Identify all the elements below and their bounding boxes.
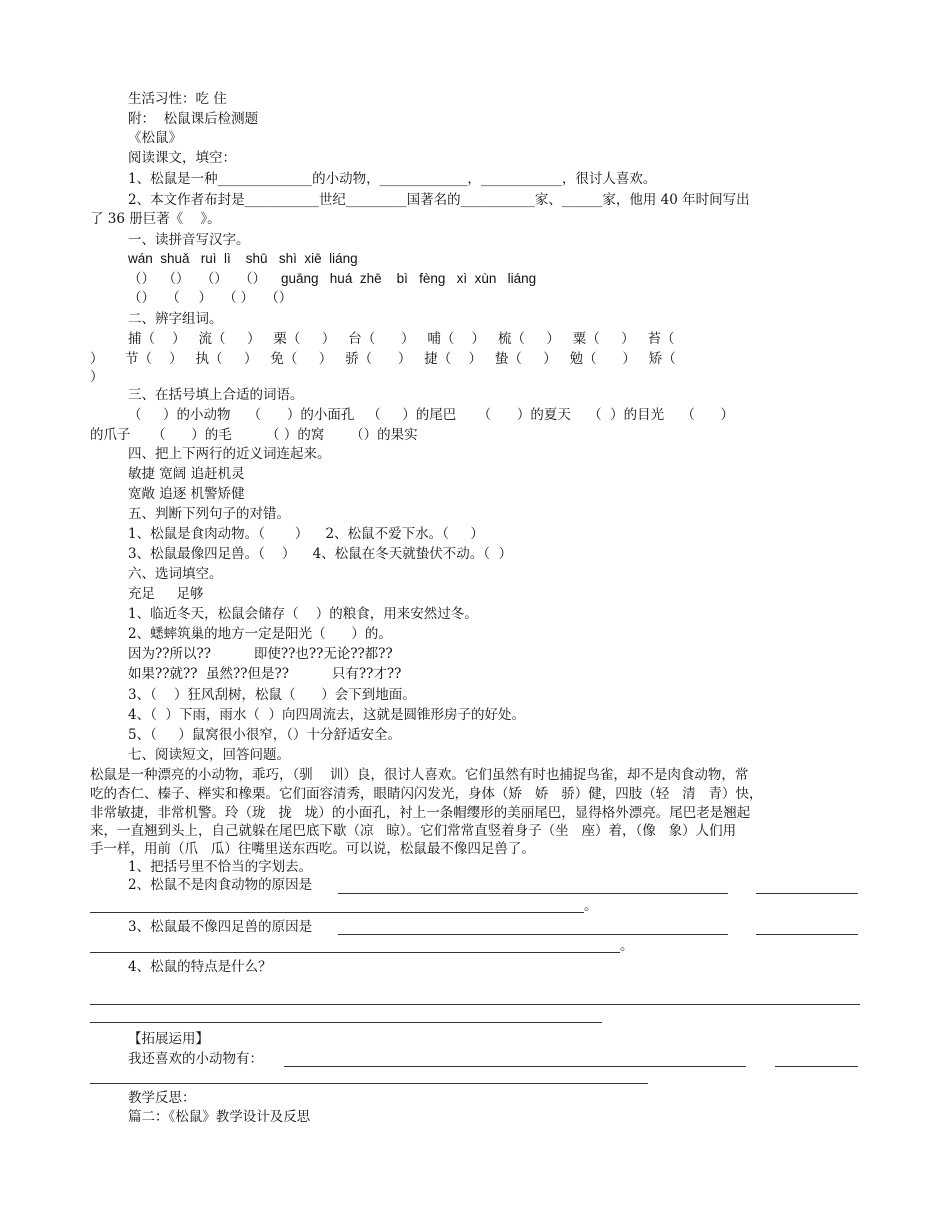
pinyin-row-3: （） （ ） （ ） （）	[128, 290, 293, 305]
reading-question-3: 3、松鼠最不像四足兽的原因是	[128, 919, 313, 935]
answer-line[interactable]	[756, 934, 858, 935]
section-4-heading: 四、把上下两行的近义词连起来。	[128, 446, 331, 462]
phrase-row-1: （ ）的小动物 （ ）的小面孔 （ ）的尾巴 （ ）的夏天 （ ）的目光 （ ）	[128, 407, 735, 423]
section-5-heading: 五、判断下列句子的对错。	[128, 506, 290, 522]
answer-line[interactable]	[284, 1066, 746, 1067]
passage-line-3: 非常敏捷，非常机警。玲（珑 拢 垅）的小面孔，衬上一条帽缨形的美丽尾巴，显得格外漂亮。尾巴老是翘起	[90, 805, 751, 821]
answer-line[interactable]	[338, 893, 728, 894]
answer-line[interactable]	[338, 934, 728, 935]
answer-line[interactable]	[90, 1083, 648, 1084]
section-1-heading: 一、读拼音写汉字。	[128, 232, 250, 248]
answer-line[interactable]	[90, 952, 620, 953]
fill-question-2: 2、本文作者布封是___________世纪_________国著名的___________家、______家，他用 40 年时间写出	[128, 192, 750, 208]
word-group-row-2: ） 节（ ） 执（ ） 免（ ） 骄（ ） 捷（ ） 蛰（ ） 勉（ ） 矫（	[90, 351, 676, 367]
period-mark: 。	[620, 938, 634, 954]
reading-question-2: 2、松鼠不是肉食动物的原因是	[128, 877, 313, 893]
extension-question: 我还喜欢的小动物有：	[128, 1051, 263, 1067]
extension-heading: 【拓展运用】	[128, 1031, 209, 1047]
word-choice-options: 充足 足够	[128, 586, 204, 602]
choice-sentence-3: 3、（ ）狂风刮树，松鼠（ ）会下到地面。	[128, 687, 416, 703]
section-2-heading: 二、辨字组词。	[128, 311, 223, 327]
pinyin-row-1: wán shuǎ ruì lì shū shì xiē liáng	[128, 251, 358, 266]
section-6-heading: 六、选词填空。	[128, 566, 223, 582]
next-article-title: 篇二：《松鼠》教学设计及反思	[128, 1109, 311, 1125]
reading-question-1: 1、把括号里不恰当的字划去。	[128, 859, 313, 875]
teaching-reflection-label: 教学反思：	[128, 1090, 196, 1106]
section-3-heading: 三、在括号填上合适的词语。	[128, 387, 304, 403]
synonym-row-2: 宽敞 追逐 机警矫健	[128, 486, 245, 502]
reading-question-4: 4、松鼠的特点是什么？	[128, 959, 272, 975]
answer-line[interactable]	[90, 912, 584, 913]
passage-line-5: 手一样，用前（爪 瓜）往嘴里送东西吃。可以说，松鼠最不像四足兽了。	[90, 841, 535, 857]
instruction-fill: 阅读课文，填空：	[128, 150, 236, 166]
conjunction-options-2: 如果??就?? 虽然??但是?? 只有??才??	[128, 666, 402, 682]
choice-sentence-1: 1、临近冬天，松鼠会储存（ ）的粮食，用来安然过冬。	[128, 606, 478, 622]
word-group-row-1: 捕（ ） 流（ ） 栗（ ） 台（ ） 哺（ ） 梳（ ） 粟（ ） 苔（	[128, 331, 675, 347]
passage-line-4: 来，一直翘到头上，自己就躲在尾巴底下歇（凉 晾）。它们常常直竖着身子（坐 座）着，（像 象）人们用	[90, 823, 737, 839]
passage-line-2: 吃的杏仁、榛子、榉实和橡栗。它们面容清秀，眼睛闪闪发光，身体（矫 娇 骄）健，四肢（轻 清 青）快，	[90, 786, 763, 802]
section-7-heading: 七、阅读短文，回答问题。	[128, 747, 290, 763]
conjunction-options-1: 因为??所以?? 即使??也??无论??都??	[128, 646, 393, 662]
pinyin-row-2: （） （） （） （） guāng huá zhē bì fèng xì xùn liáng	[128, 271, 537, 286]
choice-sentence-2: 2、蟋蟀筑巢的地方一定是阳光（ ）的。	[128, 626, 392, 642]
phrase-row-2: 的爪子 （ ）的毛 （ ）的窝 （）的果实	[90, 427, 418, 443]
answer-line[interactable]	[775, 1066, 858, 1067]
answer-line[interactable]	[756, 893, 858, 894]
choice-sentence-5: 5、（ ）鼠窝很小很窄，（）十分舒适安全。	[128, 727, 402, 743]
passage-line-1: 松鼠是一种漂亮的小动物，乖巧，（驯 训）良，很讨人喜欢。它们虽然有时也捕捉鸟雀，却不是肉食动物，常	[90, 767, 749, 783]
lesson-title: 《松鼠》	[128, 130, 182, 146]
judge-row-2: 3、松鼠最像四足兽。（ ） 4、松鼠在冬天就蛰伏不动。（ ）	[128, 546, 513, 562]
habit-line: 生活习性：吃 住	[128, 91, 227, 107]
fill-question-1: 1、松鼠是一种______________的小动物，_____________，____________，很讨人喜欢。	[128, 171, 657, 187]
choice-sentence-4: 4、（ ）下雨，雨水（ ）向四周流去，这就是圆锥形房子的好处。	[128, 707, 526, 723]
synonym-row-1: 敏捷 宽阔 追赶机灵	[128, 466, 245, 482]
answer-line[interactable]	[90, 1004, 860, 1005]
answer-line[interactable]	[90, 1022, 602, 1023]
fill-question-2-cont: 了 36 册巨著《 》。	[90, 211, 221, 227]
appendix-title: 附： 松鼠课后检测题	[128, 111, 259, 127]
judge-row-1: 1、松鼠是食肉动物。（ ） 2、松鼠不爱下水。（ ）	[128, 526, 484, 542]
word-group-row-3: ）	[90, 369, 104, 385]
period-mark: 。	[584, 898, 598, 914]
